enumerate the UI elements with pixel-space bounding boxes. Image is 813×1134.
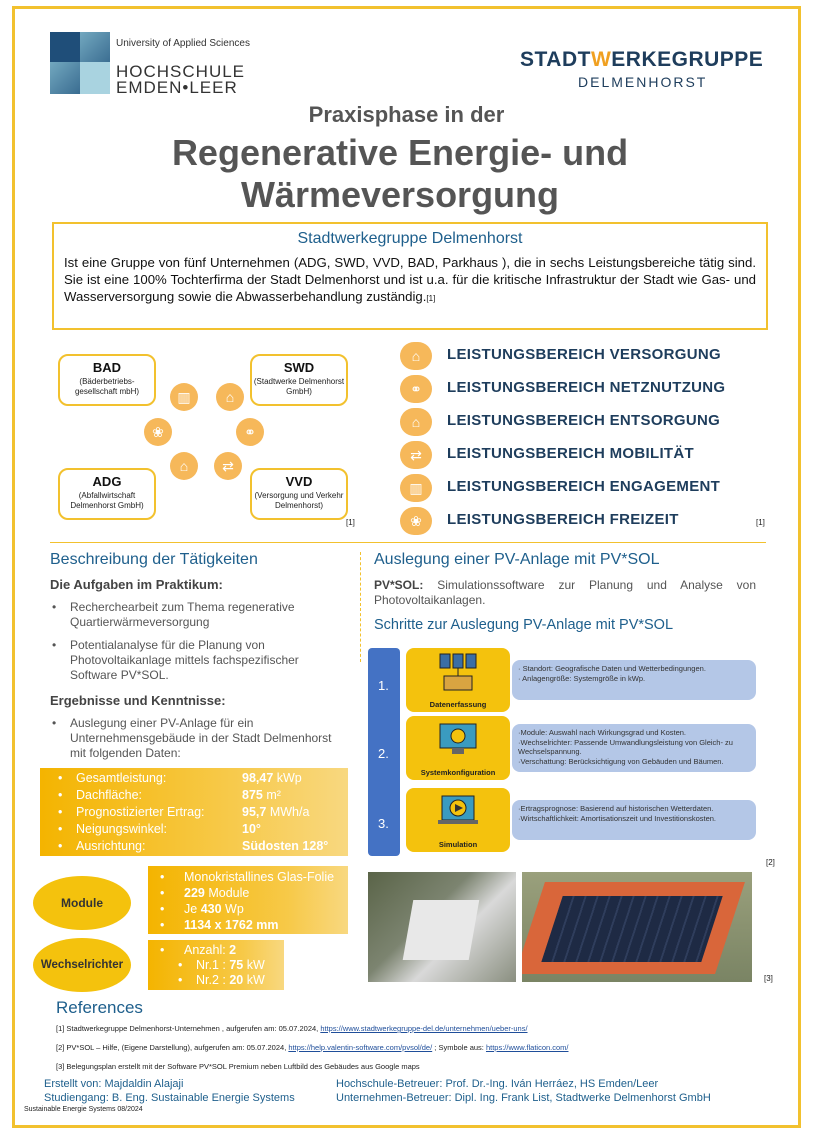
references-title: References xyxy=(56,998,143,1017)
pv-data-box: • Gesamtleistung: 98,47 kWp • Dachfläche: 875 m² • Prognostizierter Ertrag: 95,7 MWh/a • Neigungswinkel: 10° • Ausrichtung: Südosten 128° xyxy=(40,768,348,856)
company-logo: STADTWERKEGRUPPE xyxy=(520,48,764,71)
lotus-icon: ❀ xyxy=(400,507,432,535)
diagram-ref: [1] xyxy=(346,518,355,527)
step-card-simulation: Simulation xyxy=(406,788,510,852)
poster-title: Regenerative Energie- und Wärmeversorgung xyxy=(171,132,629,215)
intro-heading: Stadtwerkegruppe Delmenhorst xyxy=(297,230,523,247)
activities-title: Beschreibung der Tätigkeiten xyxy=(50,551,258,568)
company-vvd: VVD (Versorgung und Verkehr Delmenhorst) xyxy=(250,468,348,520)
university-logo-icon xyxy=(50,32,110,94)
step-number: 2. xyxy=(378,746,389,761)
database-icon xyxy=(436,652,480,692)
footer-author: Erstellt von: Majdaldin Alajaji xyxy=(44,1078,184,1090)
module-label: Module xyxy=(33,876,131,930)
reference-item: [2] PV*SOL – Hilfe, (Eigene Darstellung), aufgerufen am: 05.07.2024, https://help.valentin-software.com/pvsol/de/ ; Symbole aus: https://www.flaticon.com/ xyxy=(56,1043,569,1052)
step-number: 3. xyxy=(378,816,389,831)
step-number: 1. xyxy=(378,678,389,693)
monitor-gear-icon xyxy=(436,720,480,760)
footer-tiny: Sustainable Energie Systems 08/2024 xyxy=(24,1106,143,1113)
poster-pretitle: Praxisphase in der xyxy=(308,102,505,127)
inverter-label: Wechselrichter xyxy=(33,938,131,992)
tasks-list xyxy=(50,600,340,691)
network-icon: ⚭ xyxy=(400,375,432,403)
university-name-1: HOCHSCHULE xyxy=(116,62,246,81)
arrows-icon: ⇄ xyxy=(214,452,242,480)
city-icon: ▥ xyxy=(400,474,432,502)
list-item: • Potentialanalyse für die Planung von Photovoltaikanlage mittels fachspezifischer Software PV*SOL. xyxy=(50,638,340,683)
lotus-icon: ❀ xyxy=(144,418,172,446)
company-adg: ADG (Abfallwirtschaft Delmenhorst GmbH) xyxy=(58,468,156,520)
step-card-systemkonfiguration: Systemkonfiguration xyxy=(406,716,510,780)
steps-title: Schritte zur Auslegung PV-Anlage mit PV*SOL xyxy=(374,617,674,633)
steps-ref: [2] xyxy=(766,858,775,867)
lb-ref: [1] xyxy=(756,518,765,527)
list-item: • Recherchearbeit zum Thema regenerative Quartierwärmeversorgung xyxy=(50,600,340,630)
section-divider xyxy=(50,542,766,543)
photo-ref: [3] xyxy=(764,974,773,983)
module-box: • Monokristallines Glas-Folie • 229 Module • Je 430 Wp • 1134 x 1762 mm xyxy=(148,866,348,934)
results-title: Ergebnisse und Kenntnisse: xyxy=(50,693,226,708)
footer-supervisor-hs: Hochschule-Betreuer: Prof. Dr.-Ing. Iván Herráez, HS Emden/Leer xyxy=(336,1078,659,1090)
reference-item: [1] Stadtwerkegruppe Delmenhorst-Unternehmen , aufgerufen am: 05.07.2024, https://www.stadtwerkegruppe-del.de/unternehmen/ueber-uns/ xyxy=(56,1024,528,1033)
house-return-icon: ⌂ xyxy=(170,452,198,480)
step-card-datenerfassung: Datenerfassung xyxy=(406,648,510,712)
reference-link[interactable]: https://www.stadtwerkegruppe-del.de/unternehmen/ueber-uns/ xyxy=(320,1024,528,1033)
house-arrow-icon: ⌂ xyxy=(400,342,432,370)
intro-box xyxy=(52,222,768,330)
pv-title: Auslegung einer PV-Anlage mit PV*SOL xyxy=(374,551,660,568)
step-info-2: ·Module: Auswahl nach Wirkungsgrad und Kosten. ·Wechselrichter: Passende Umwandlungsleistung von Gleich- zu Wechselspannung. ·Verschattung: Berücksichtigung von Gebäuden und Bäumen. xyxy=(512,724,756,772)
university-subtitle: University of Applied Sciences xyxy=(116,38,250,49)
reference-link[interactable]: https://help.valentin-software.com/pvsol/de/ xyxy=(288,1043,433,1052)
list-item: • Auslegung einer PV-Anlage für ein Unternehmensgebäude in der Stadt Delmenhorst mit folgenden Daten: xyxy=(50,716,340,761)
company-logo-sub: DELMENHORST xyxy=(578,74,708,90)
results-list xyxy=(50,716,340,769)
inverter-box: • Anzahl: 2 • Nr.1 : 75 kW • Nr.2 : 20 kW xyxy=(148,940,284,990)
house-arrow-icon: ⌂ xyxy=(216,383,244,411)
footer-study: Studiengang: B. Eng. Sustainable Energie Systems xyxy=(44,1092,295,1104)
tasks-title: Die Aufgaben im Praktikum: xyxy=(50,577,223,592)
house-return-icon: ⌂ xyxy=(400,408,432,436)
network-icon: ⚭ xyxy=(236,418,264,446)
laptop-play-icon xyxy=(436,792,480,832)
step-info-3: ·Ertragsprognose: Basierend auf historischen Wetterdaten. ·Wirtschaftlichkeit: Amortisationszeit und Investitionskosten. xyxy=(512,800,756,840)
company-swd: SWD (Stadtwerke Delmenhorst GmbH) xyxy=(250,354,348,406)
column-divider xyxy=(360,552,361,662)
intro-text: Ist eine Gruppe von fünf Unternehmen (ADG, SWD, VVD, BAD, Parkhaus ), die in sechs Leistungsbereiche tätig sind. Sie ist eine 100% Tochterfirma der Stadt Delmenhorst und ist u.a. für die kritische Infrastruktur der Stadt wie Gas- und Wasserversorgung sowie die Abwasserbehandlung zuständig.[1] xyxy=(64,255,756,304)
reference-link[interactable]: https://www.flaticon.com/ xyxy=(485,1043,569,1052)
pv-layout-image xyxy=(522,872,752,982)
pv-description: PV*SOL: Simulationssoftware zur Planung und Analyse von Photovoltaikanlagen. xyxy=(374,578,756,607)
footer-supervisor-company: Unternehmen-Betreuer: Dipl. Ing. Frank List, Stadtwerke Delmenhorst GmbH xyxy=(336,1092,711,1104)
step-info-1: · Standort: Geografische Daten und Wetterbedingungen. · Anlagengröße: Systemgröße in kWp. xyxy=(512,660,756,700)
arrows-icon: ⇄ xyxy=(400,441,432,469)
company-bad: BAD (Bäderbetriebs-gesellschaft mbH) xyxy=(58,354,156,406)
city-icon: ▥ xyxy=(170,383,198,411)
reference-item: [3] Belegungsplan erstellt mit der Software PV*SOL Premium neben Luftbild des Gebäudes aus Google maps xyxy=(56,1062,420,1071)
aerial-photo xyxy=(368,872,516,982)
university-name-2: EMDEN•LEER xyxy=(116,78,238,97)
